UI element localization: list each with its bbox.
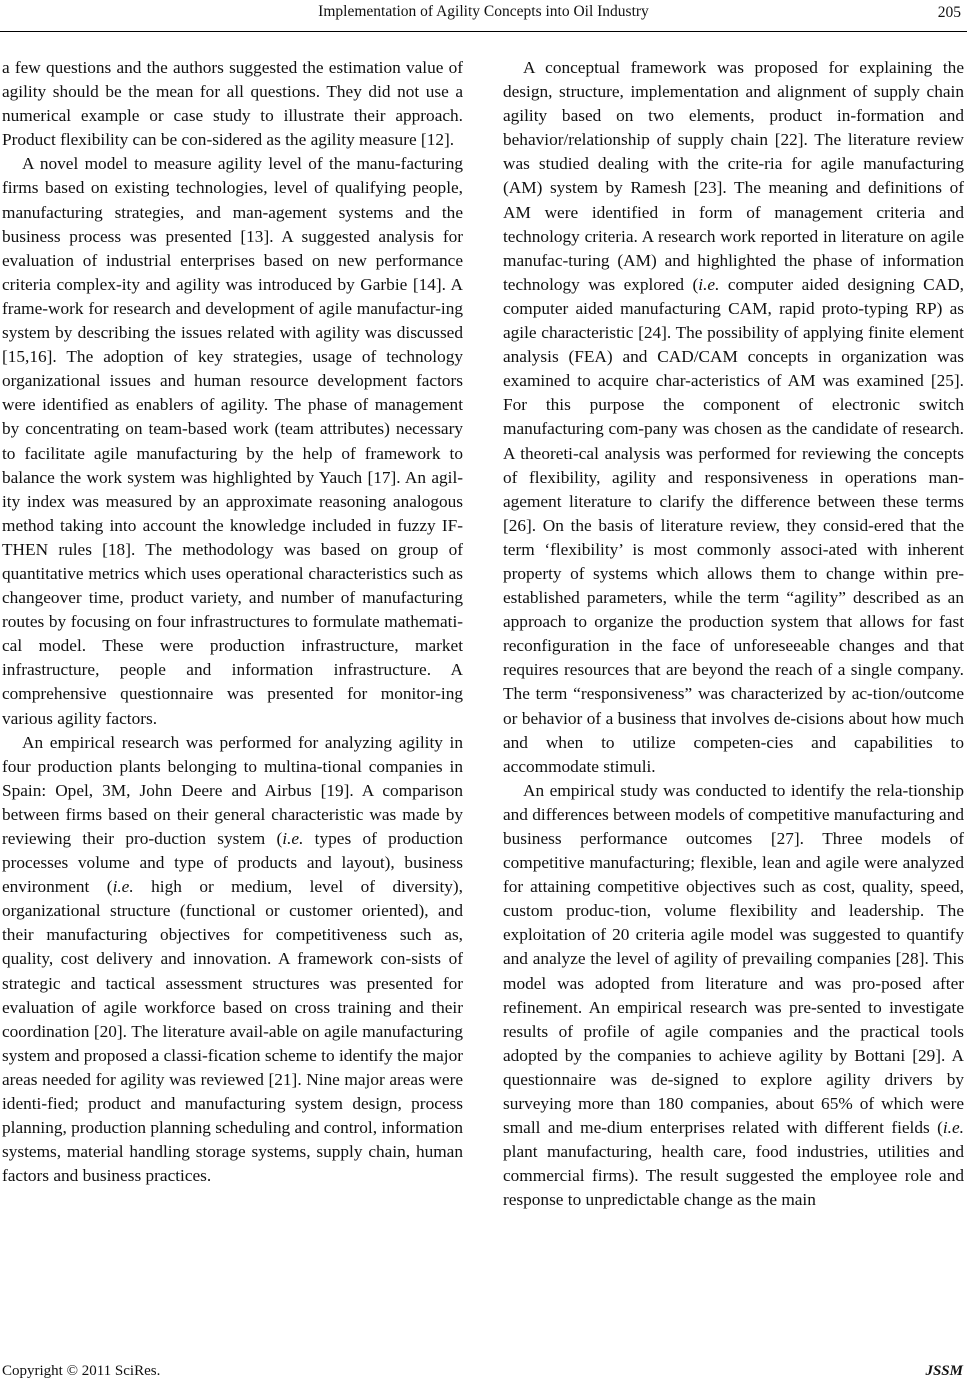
running-title: Implementation of Agility Concepts into Oil Industry: [318, 3, 649, 20]
italic-ie: i.e.: [112, 877, 134, 897]
left-column: [2, 56, 463, 1188]
header-rule: [0, 31, 967, 32]
left-paragraph-3: [2, 731, 463, 1189]
copyright-notice: Copyright © 2011 SciRes.: [2, 1363, 161, 1379]
page-footer: [0, 1361, 967, 1385]
left-paragraph-1: a few questions and the authors suggested the estimation value of agility should be the mean for all questions. They did not use a numerical example or case study to illustrate their approach. Product flexibility can be con-sidered as the agility measure [12].: [2, 58, 463, 150]
text-run: high or medium, level of diversity), organizational structure (functional or customer oriented), and their manufacturing objectives for competitiveness such as, quality, cost delivery and innovation. A framework con-sists of strategic and tactical assessment structures was presented for evaluation of agile workforce based on cross training and their coordination [20]. The literature avail-able on agile manufacturing system and proposed a classi-fication scheme to identify the major areas needed for agility was reviewed [21]. Nine major areas were identi-fied; product and manufacturing system design, process planning, production planning scheduling and control, information systems, material handling storage systems, supply chain, human factors and business practices.: [2, 877, 464, 1186]
page-number: 205: [937, 4, 961, 21]
italic-ie: i.e.: [282, 829, 304, 848]
text-run: An empirical research was performed for analyzing agility in four production plants belonging to multina-tional companies in Spain: Opel, 3M, John Deere and Airbus [19]. A comparison between firms based on their general characteristic was made by reviewing their pro-duction system (: [2, 732, 463, 848]
right-paragraph-1: [503, 56, 964, 779]
italic-ie: i.e.: [698, 274, 720, 294]
text-run: An empirical study was conducted to identify the rela-tionship and differences between models of competitive manufacturing and business performance outcomes [27]. Three models of competitive manufacturing; flexible, lean and agile were analyzed for attaining competitive objectives such as cost, quality, speed, custom produc-tion, volume flexibility and leadership. The exploitation of 20 criteria agile model was suggested to quantify and analyze the level of agility of prevailing companies [28]. This model was adopted from literature and was pro-posed after refinement. An empirical research was pre-sented to investigate results of profile of agile companies and the practical tools adopted by the companies to achieve agility by Bottani [29]. A questionnaire was de-signed to explore agility drivers by surveying more than 180 companies, about 65% of which were small and me-dium enterprises related with different fields (: [503, 780, 964, 1138]
left-paragraph-2: A novel model to measure agility level of the manu-facturing firms based on existing technologies, level of qualifying people, manufacturing strategies, and man-agement systems and the business process was presented [13]. A suggested analysis for evaluation of industrial enterprises based on new performance criteria complex-ity and agility was introduced by Garbie [14]. A frame-work for research and development of agile manufactur-ing system by describing the issues related with agility was discussed [15,16]. The adoption of key strategies, usage of technology organizational issues and human resource development factors were identified as enablers of agility. The phase of management by concentrating on team-based work (team attributes) necessary to facilitate agile manufacturing by the help of framework to balance the work system was highlighted by Yauch [17]. An agil-ity index was measured by an approximate reasoning analogous method taking into account the knowledge included in fuzzy IF-THEN rules [18]. The methodology was based on group of quantitative metrics which uses operational characteristics such as changeover time, product variety, and number of manufacturing routes by focusing on four infrastructures to formulate mathemati-cal model. These were production infrastructure, market infrastructure, people and information infrastructure. A comprehensive questionnaire was presented for monitor-ing various agility factors.: [2, 154, 463, 728]
journal-abbreviation: JSSM: [925, 1363, 963, 1379]
text-run: plant manufacturing, health care, food industries, utilities and commercial firms). The result suggested the employee role and response to unpredictable change as the main: [503, 1142, 964, 1210]
text-run: computer aided designing CAD, computer aided manufacturing CAM, rapid proto-typing RP) as agile characteristic [24]. The possibility of applying finite element analysis (FEA) and CAD/CAM concepts in organization was examined to acquire char-acteristics of AM was examined [25]. For this purpose the component of electronic switch manufacturing com-pany was chosen as the candidate of research. A theoreti-cal analysis was performed for reviewing the concepts of flexibility, agility and responsiveness in operations man-agement literature to clarify the difference between these terms [26]. On the basis of literature review, they consid-ered that the term ‘flexibility’ is most commonly associ-ated with inherent property of systems which allows them to change within pre-established parameters, while the term “agility” described as an approach to organize the production system that allows for fast reconfiguration in the face of unforeseeable changes and that requires resources that are beyond the reach of a single company. The term “responsiveness” was characterized by ac-tion/outcome or behavior of a business that involves de-cisions about how much and when to utilize competen-cies and capabilities to accommodate stimuli.: [503, 274, 964, 776]
running-header: [0, 0, 967, 28]
text-run: A conceptual framework was proposed for explaining the design, structure, implementation and alignment of supply chain agility based on two elements, product in-formation and behavior/relationship of supply chain [22]. The literature review was studied dealing with the crite-ria for agile manufacturing (AM) system by Ramesh [23]. The meaning and definitions of AM were identified in form of management criteria and technology criteria. A research work reported in literature on agile manufac-turing (AM) and highlighted the phase of information technology was explored (: [503, 58, 964, 294]
right-column: [503, 56, 964, 1213]
italic-ie: i.e.: [942, 1118, 964, 1138]
right-paragraph-2: [503, 779, 964, 1213]
text-run: types of production processes volume and type of products and layout), business environment (: [2, 829, 463, 897]
